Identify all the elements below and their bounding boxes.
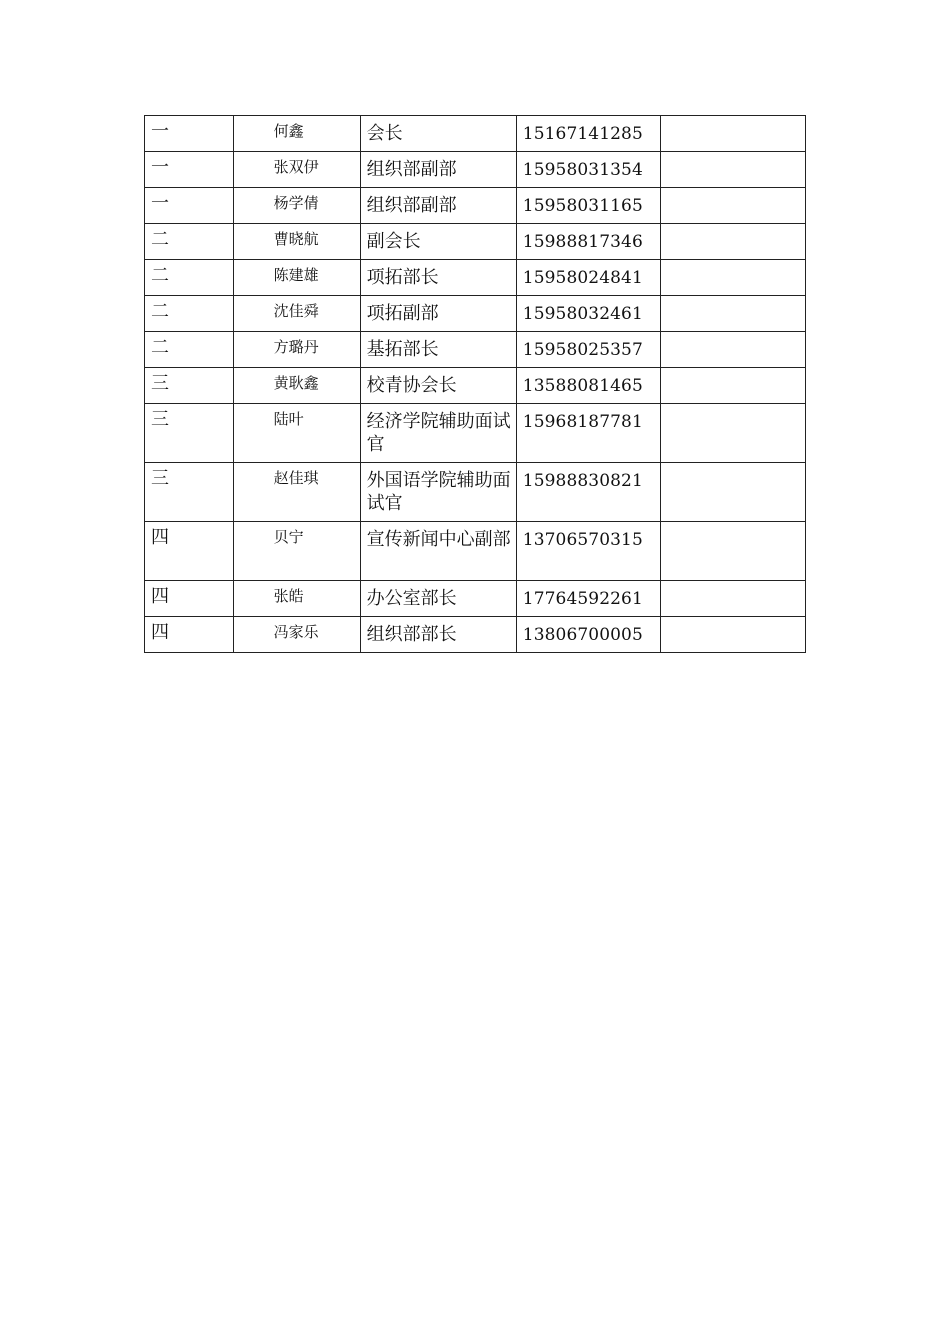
phone-cell	[516, 368, 660, 404]
name-text: 张皓	[273, 587, 304, 605]
name-cell	[233, 224, 360, 260]
name-cell	[233, 522, 360, 581]
phone-cell	[516, 404, 660, 463]
table-row	[145, 116, 806, 152]
role-text: 组织部副部	[366, 159, 457, 180]
name-text: 曹晓航	[273, 230, 319, 248]
phone-cell	[516, 152, 660, 188]
name-cell	[233, 116, 360, 152]
phone-cell	[516, 224, 660, 260]
phone-cell	[516, 581, 660, 617]
blank-cell	[660, 188, 805, 224]
group-cell	[145, 368, 234, 404]
role-text: 项拓副部	[366, 303, 439, 324]
phone-cell	[516, 332, 660, 368]
phone-cell	[516, 296, 660, 332]
table-row	[145, 463, 806, 522]
group-text: 三	[151, 468, 169, 489]
role-cell	[360, 116, 516, 152]
name-text: 陈建雄	[273, 266, 319, 284]
table-row	[145, 224, 806, 260]
phone-text: 15988817346	[522, 232, 643, 252]
name-cell	[233, 332, 360, 368]
phone-text: 15958031165	[522, 196, 643, 216]
group-text: 三	[151, 409, 169, 430]
role-cell	[360, 260, 516, 296]
table-row	[145, 152, 806, 188]
name-cell	[233, 617, 360, 653]
blank-cell	[660, 260, 805, 296]
name-cell	[233, 404, 360, 463]
name-cell	[233, 260, 360, 296]
name-cell	[233, 581, 360, 617]
phone-text: 15958025357	[522, 340, 643, 360]
name-cell	[233, 368, 360, 404]
role-text: 副会长	[366, 231, 421, 252]
role-text: 宣传新闻中心副部	[366, 529, 511, 550]
group-cell	[145, 296, 234, 332]
phone-text: 15958032461	[522, 304, 643, 324]
group-text: 四	[151, 622, 169, 643]
role-text: 组织部部长	[366, 624, 457, 645]
blank-cell	[660, 296, 805, 332]
phone-cell	[516, 260, 660, 296]
role-cell	[360, 368, 516, 404]
blank-cell	[660, 404, 805, 463]
group-cell	[145, 224, 234, 260]
table-row	[145, 188, 806, 224]
group-text: 一	[151, 193, 169, 214]
table-row	[145, 404, 806, 463]
group-cell	[145, 116, 234, 152]
table-row	[145, 522, 806, 581]
group-text: 二	[151, 265, 169, 286]
name-cell	[233, 188, 360, 224]
role-text: 组织部副部	[366, 195, 457, 216]
blank-cell	[660, 224, 805, 260]
phone-text: 15988830821	[522, 471, 643, 491]
phone-cell	[516, 617, 660, 653]
phone-cell	[516, 463, 660, 522]
group-cell	[145, 463, 234, 522]
role-cell	[360, 296, 516, 332]
table-row	[145, 368, 806, 404]
group-text: 二	[151, 337, 169, 358]
phone-text: 15958031354	[522, 160, 643, 180]
group-text: 四	[151, 527, 169, 548]
role-text: 项拓部长	[366, 267, 439, 288]
blank-cell	[660, 617, 805, 653]
role-text: 会长	[366, 123, 403, 144]
blank-cell	[660, 116, 805, 152]
phone-text: 15167141285	[522, 124, 643, 144]
role-cell	[360, 522, 516, 581]
group-cell	[145, 581, 234, 617]
phone-text: 13806700005	[522, 625, 643, 645]
blank-cell	[660, 522, 805, 581]
group-text: 四	[151, 586, 169, 607]
table-row	[145, 581, 806, 617]
name-cell	[233, 152, 360, 188]
group-cell	[145, 522, 234, 581]
phone-text: 13588081465	[522, 376, 643, 396]
name-text: 赵佳琪	[273, 469, 319, 487]
group-text: 三	[151, 373, 169, 394]
role-cell	[360, 404, 516, 463]
table-row	[145, 332, 806, 368]
role-cell	[360, 581, 516, 617]
blank-cell	[660, 152, 805, 188]
blank-cell	[660, 332, 805, 368]
roster-body	[145, 116, 806, 653]
role-cell	[360, 224, 516, 260]
blank-cell	[660, 581, 805, 617]
role-cell	[360, 188, 516, 224]
table-row	[145, 296, 806, 332]
group-cell	[145, 617, 234, 653]
group-text: 一	[151, 121, 169, 142]
phone-text: 15958024841	[522, 268, 643, 288]
group-cell	[145, 332, 234, 368]
phone-text: 15968187781	[522, 412, 643, 432]
group-cell	[145, 152, 234, 188]
role-text: 经济学院辅助面试官	[366, 411, 511, 455]
role-text: 基拓部长	[366, 339, 439, 360]
group-text: 二	[151, 301, 169, 322]
name-text: 黄耿鑫	[273, 374, 319, 392]
table-row	[145, 617, 806, 653]
name-text: 沈佳舜	[273, 302, 319, 320]
phone-cell	[516, 188, 660, 224]
group-cell	[145, 260, 234, 296]
name-cell	[233, 296, 360, 332]
table-row	[145, 260, 806, 296]
phone-text: 13706570315	[522, 530, 643, 550]
role-cell	[360, 463, 516, 522]
blank-cell	[660, 368, 805, 404]
role-text: 办公室部长	[366, 588, 457, 609]
phone-text: 17764592261	[522, 589, 643, 609]
group-text: 二	[151, 229, 169, 250]
role-text: 外国语学院辅助面试官	[366, 470, 511, 514]
name-text: 陆叶	[273, 410, 304, 428]
group-text: 一	[151, 157, 169, 178]
phone-cell	[516, 522, 660, 581]
name-text: 何鑫	[273, 122, 304, 140]
member-roster-table	[144, 115, 806, 653]
group-cell	[145, 404, 234, 463]
role-cell	[360, 332, 516, 368]
role-cell	[360, 617, 516, 653]
name-text: 杨学倩	[273, 194, 319, 212]
name-text: 冯家乐	[273, 623, 319, 641]
name-cell	[233, 463, 360, 522]
name-text: 贝宁	[273, 528, 304, 546]
blank-cell	[660, 463, 805, 522]
name-text: 方璐丹	[273, 338, 319, 356]
role-cell	[360, 152, 516, 188]
phone-cell	[516, 116, 660, 152]
role-text: 校青协会长	[366, 375, 457, 396]
name-text: 张双伊	[273, 158, 319, 176]
group-cell	[145, 188, 234, 224]
